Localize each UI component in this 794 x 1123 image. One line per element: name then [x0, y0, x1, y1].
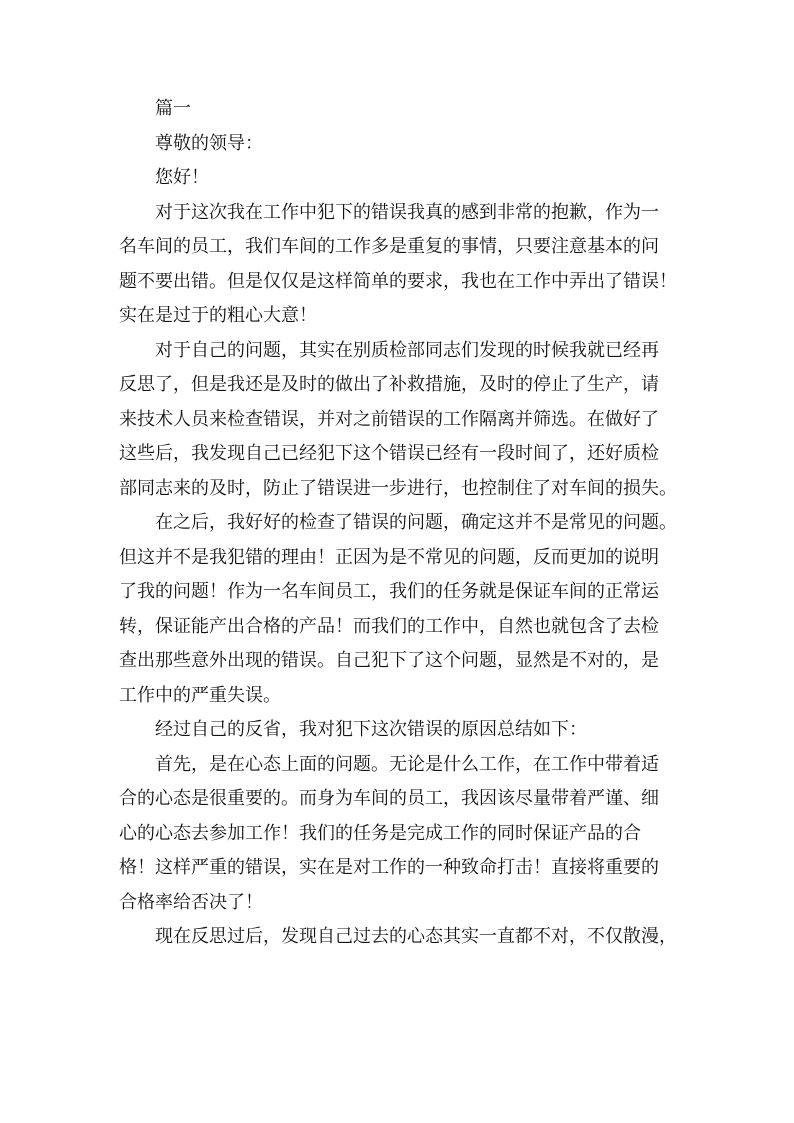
paragraph-6 — [119, 920, 681, 955]
paragraph-line: 经过自己的反省，我对犯下这次错误的原因总结如下： — [155, 719, 587, 740]
paragraph-line: 反思了，但是我还是及时的做出了补救措施，及时的停止了生产，请 — [119, 374, 659, 395]
paragraph-2 — [119, 334, 681, 507]
paragraph-line: 对于这次我在工作中犯下的错误我真的感到非常的抱歉，作为一 — [155, 201, 659, 223]
paragraph-line: 查出那些意外出现的错误。自己犯下了这个问题，显然是不对的，是 — [119, 650, 659, 671]
paragraph-5 — [119, 748, 681, 921]
paragraph-line: 部同志来的及时，防止了错误进一步进行，也控制住了对车间的损失。 — [119, 477, 677, 499]
paragraph-line: 对于自己的问题，其实在别质检部同志们发现的时候我就已经再 — [155, 339, 659, 361]
paragraph-line: 合的心态是很重要的。而身为车间的员工，我因该尽量带着严谨、细 — [119, 788, 659, 809]
salutation: 尊敬的领导： — [155, 132, 263, 154]
paragraph-line: 转，保证能产出合格的产品！而我们的工作中，自然也就包含了去检 — [119, 615, 659, 637]
paragraph-line: 首先，是在心态上面的问题。无论是什么工作，在工作中带着适 — [155, 753, 659, 775]
paragraph-line: 现在反思过后，发现自己过去的心态其实一直都不对，不仅散漫， — [155, 926, 677, 947]
paragraph-1 — [119, 196, 681, 334]
paragraph-3 — [119, 506, 681, 713]
paragraph-line: 工作中的严重失误。 — [119, 684, 281, 706]
document-body — [119, 92, 681, 955]
paragraph-line: 格！这样严重的错误，实在是对工作的一种致命打击！直接将重要的 — [119, 857, 659, 878]
paragraph-line: 但这并不是我犯错的理由！正因为是不常见的问题，反而更加的说明 — [119, 546, 659, 568]
greeting: 您好！ — [155, 167, 209, 188]
paragraph-line: 题不要出错。但是仅仅是这样简单的要求，我也在工作中弄出了错误！ — [119, 270, 677, 292]
paragraph-line: 这些后，我发现自己已经犯下这个错误已经有一段时间了，还好质检 — [119, 443, 659, 464]
paragraph-line: 心的心态去参加工作！我们的任务是完成工作的同时保证产品的合 — [119, 822, 641, 844]
paragraph-line: 在之后，我好好的检查了错误的问题，确定这并不是常见的问题。 — [155, 512, 677, 533]
paragraph-4 — [119, 713, 681, 748]
paragraph-line: 合格率给否决了！ — [119, 891, 263, 913]
paragraph-line: 了我的问题！作为一名车间员工，我们的任务就是保证车间的正常运 — [119, 581, 659, 602]
paragraph-line: 名车间的员工，我们车间的工作多是重复的事情，只要注意基本的问 — [119, 236, 659, 257]
section-heading: 篇一 — [155, 98, 191, 119]
paragraph-line: 来技术人员来检查错误，并对之前错误的工作隔离并筛选。在做好了 — [119, 408, 659, 430]
paragraph-line: 实在是过于的粗心大意！ — [119, 305, 317, 326]
